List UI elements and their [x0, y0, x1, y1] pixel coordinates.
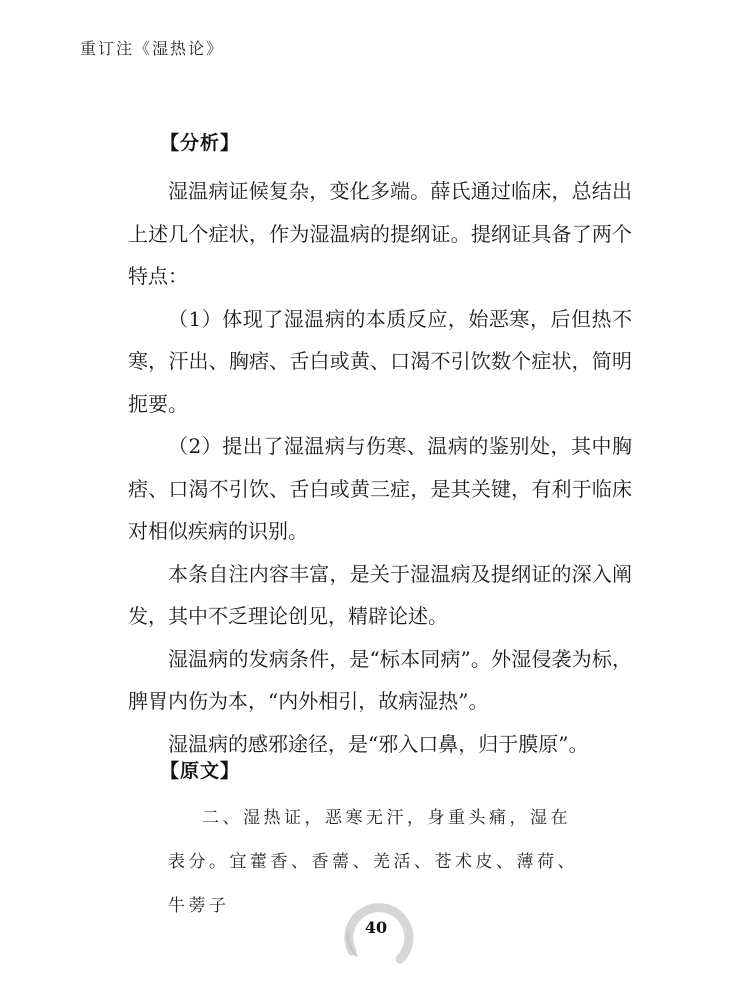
original-paragraph: 二、湿热证，恶寒无汗，身重头痛，湿在表分。宜藿香、香薷、羌活、苍术皮、薄荷、牛蒡子 [168, 808, 578, 916]
analysis-paragraph: （2）提出了湿温病与伤寒、温病的鉴别处，其中胸痞、口渴不引饮、舌白或黄三症，是其关键，有利于临床对相似疾病的识别。 [128, 434, 632, 543]
running-header: 重订注《湿热论》 [80, 39, 225, 58]
analysis-heading: 【分析】 [160, 132, 241, 154]
analysis-paragraph: 本条自注内容丰富，是关于湿温病及提纲证的深入阐发，其中不乏理论创见，精辟论述。 [128, 561, 632, 628]
page-number: 40 [364, 918, 388, 937]
analysis-paragraph: 湿温病的发病条件，是“标本同病”。外湿侵袭为标，脾胃内伤为本，“内外相引，故病湿热”。 [128, 646, 632, 713]
original-heading: 【原文】 [160, 760, 241, 782]
analysis-paragraph: 湿温病的感邪途径，是“邪入口鼻，归于膜原”。 [168, 731, 589, 756]
analysis-body [128, 170, 632, 765]
analysis-paragraph: 湿温病证候复杂，变化多端。薛氏通过临床，总结出上述几个症状，作为湿温病的提纲证。提纲证具备了两个特点： [128, 179, 632, 288]
analysis-paragraph: （1）体现了湿温病的本质反应，始恶寒，后但热不寒，汗出、胸痞、舌白或黄、口渴不引饮数个症状，简明扼要。 [128, 306, 632, 416]
